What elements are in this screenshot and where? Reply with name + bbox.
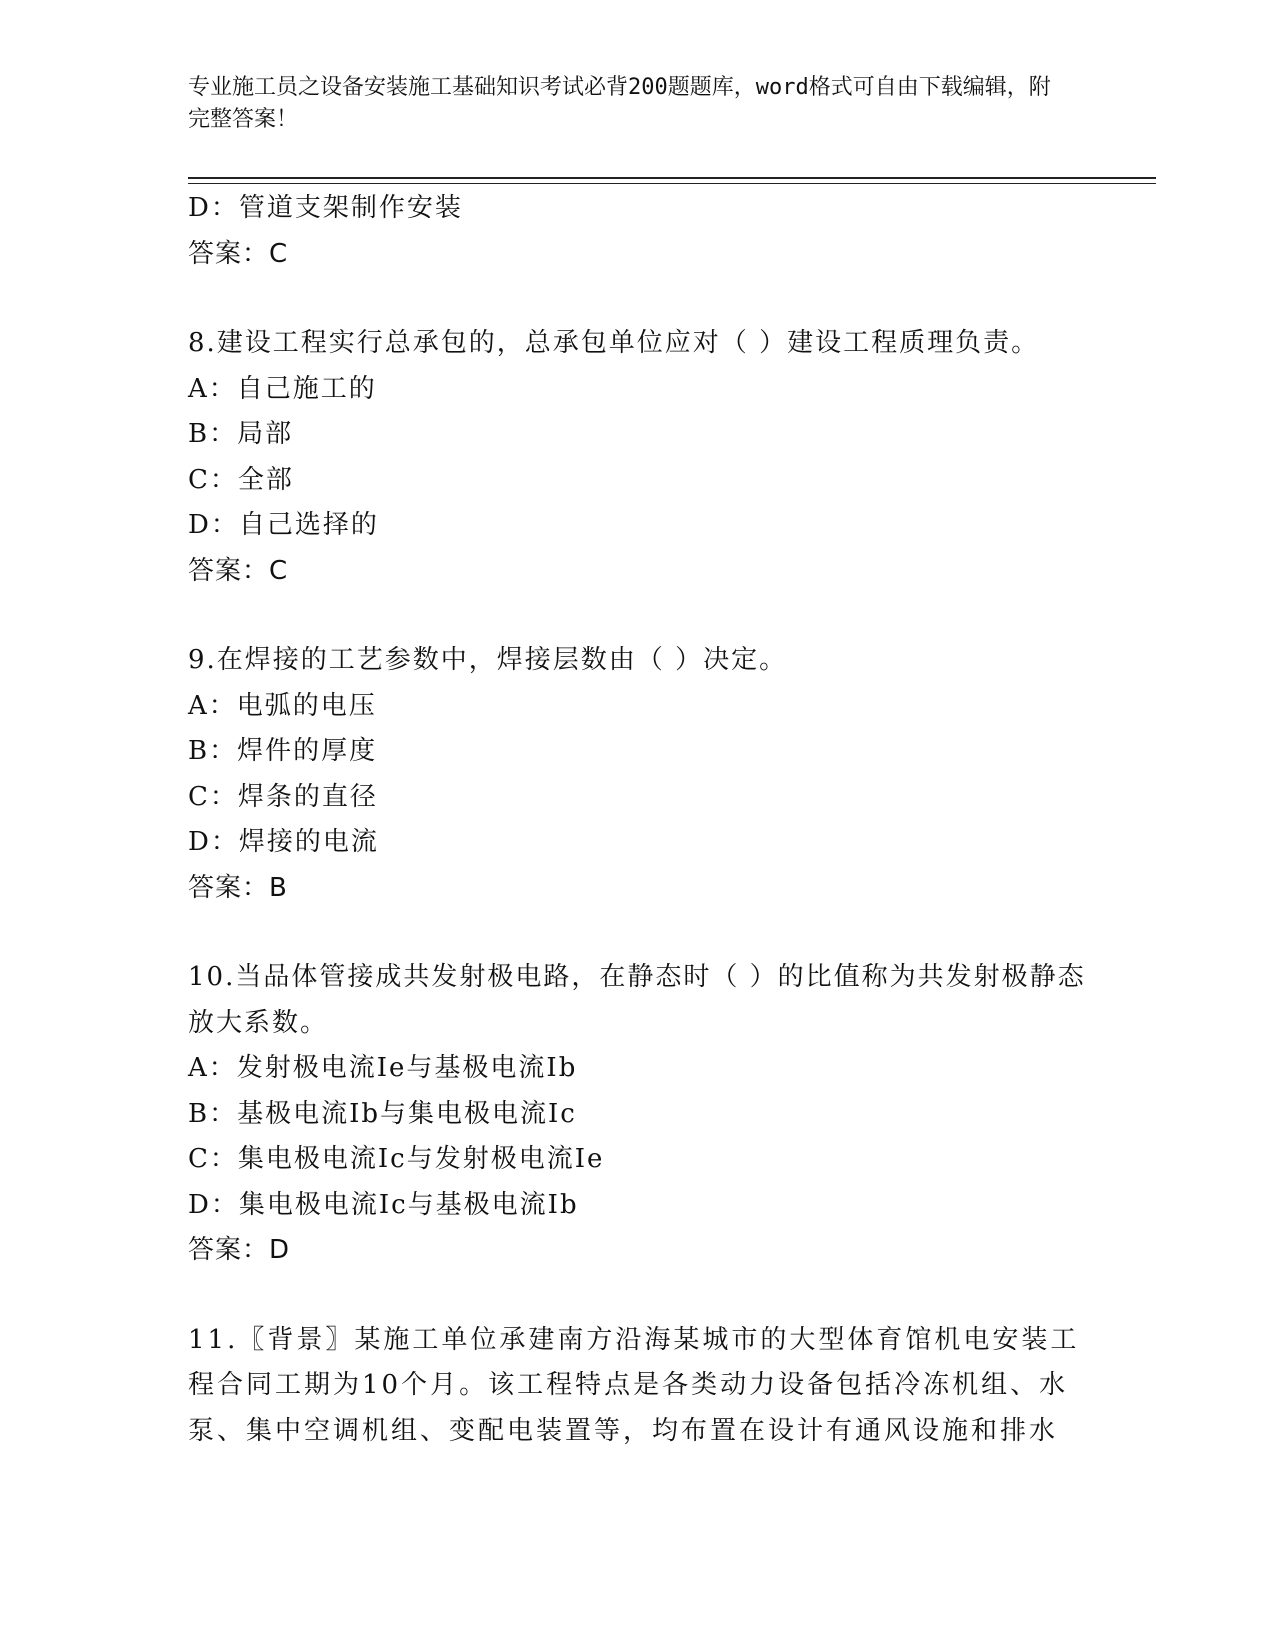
question-8-option-a: A：自己施工的 <box>188 373 377 404</box>
question-9-answer: 答案：B <box>188 872 288 903</box>
question-10-answer: 答案：D <box>188 1235 291 1265</box>
question-10-option-b: B：基极电流Ib与集电极电流Ic <box>188 1098 577 1129</box>
header-rule-thick <box>188 177 1156 179</box>
question-10-text: 10.当品体管接成共发射极电路，在静态时（ ）的比值称为共发射极静态放大系数。 <box>188 962 1086 1038</box>
question-8-answer: 答案：C <box>188 555 289 586</box>
question-9-option-c: C：焊条的直径 <box>188 781 378 812</box>
question-9-text: 9.在焊接的工艺参数中，焊接层数由（ ）决定。 <box>188 645 788 675</box>
question-10-option-c: C：集电极电流Ic与发射极电流Ie <box>188 1144 605 1174</box>
question-9-option-a: A：电弧的电压 <box>188 690 377 721</box>
spacer <box>188 594 1088 638</box>
question-8-text: 8.建设工程实行总承包的，总承包单位应对（ ）建设工程质理负责。 <box>188 328 1040 358</box>
spacer <box>188 1274 1088 1318</box>
question-10-option-d: D：集电极电流Ic与基极电流Ib <box>188 1189 579 1220</box>
spacer <box>188 277 1088 321</box>
question-10-option-a: A：发射极电流Ie与基极电流Ib <box>188 1053 578 1083</box>
question-8-option-d: D：自己选择的 <box>188 510 379 540</box>
question-8-option-b: B：局部 <box>188 419 294 449</box>
question-9-option-d: D：焊接的电流 <box>188 827 379 857</box>
page-header: 专业施工员之设备安装施工基础知识考试必背200题题库，word格式可自由下载编辑，附完整答案！ <box>188 75 1051 132</box>
answer-line: 答案：C <box>188 238 289 269</box>
question-9-option-b: B：焊件的厚度 <box>188 736 378 766</box>
document-body <box>188 186 1088 1454</box>
option-d: D：管道支架制作安装 <box>188 193 463 223</box>
spacer <box>188 911 1088 955</box>
header-rule-thin <box>188 183 1156 184</box>
question-8-option-c: C：全部 <box>188 464 294 495</box>
question-11-text: 11.〖背景〗某施工单位承建南方沿海某城市的大型体育馆机电安装工程合同工期为10个月。该工程特点是各类动力设备包括冷冻机组、水泵、集中空调机组、变配电装置等，均布置在设计有通风设施和排水 <box>188 1324 1080 1446</box>
